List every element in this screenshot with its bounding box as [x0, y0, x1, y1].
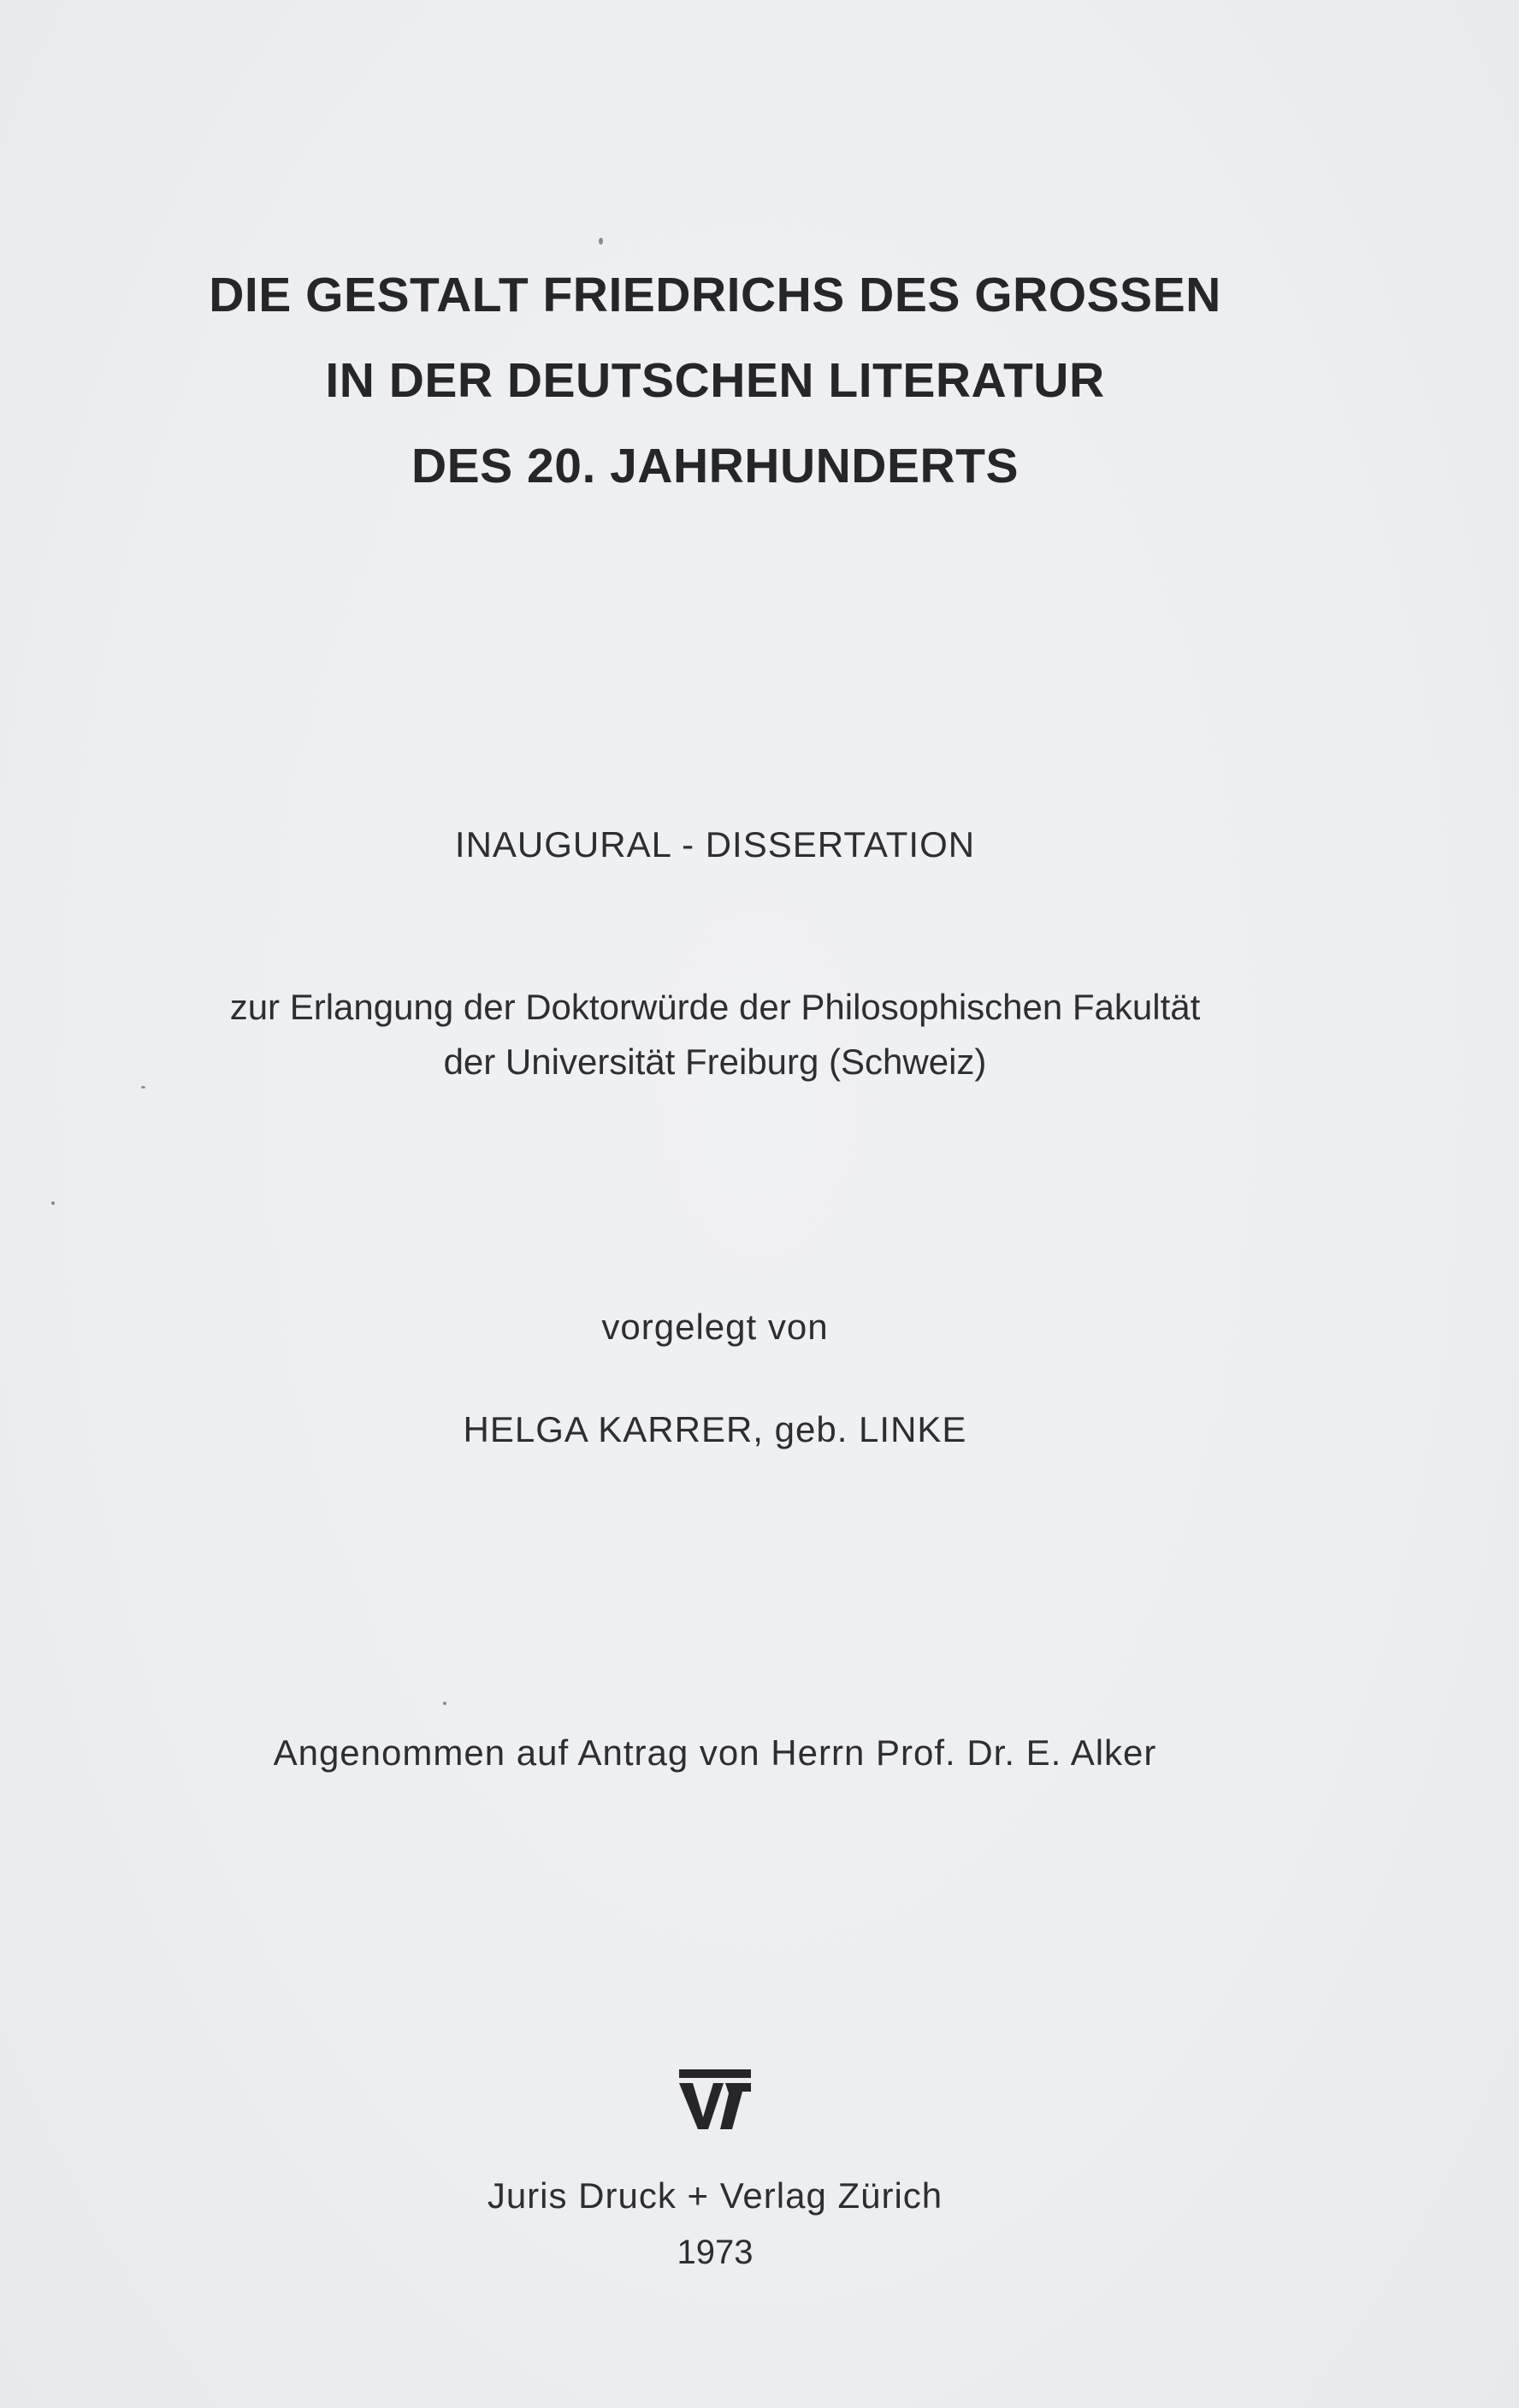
- paper-speck: [141, 1086, 145, 1089]
- book-title-line-3: DES 20. JAHRHUNDERTS: [411, 439, 1019, 493]
- paper-speck: [443, 1702, 446, 1705]
- acceptance-note: Angenommen auf Antrag von Herrn Prof. Dr. E. Alker: [273, 1732, 1157, 1773]
- publication-year: 1973: [677, 2234, 754, 2271]
- dissertation-purpose-line-2: der Universität Freiburg (Schweiz): [443, 1042, 987, 1082]
- book-title-line-1: DIE GESTALT FRIEDRICHS DES GROSSEN: [209, 268, 1221, 322]
- publisher-name: Juris Druck + Verlag Zürich: [487, 2175, 943, 2216]
- book-title-line-2: IN DER DEUTSCHEN LITERATUR: [325, 353, 1105, 408]
- dissertation-type: INAUGURAL - DISSERTATION: [454, 824, 976, 865]
- paper-speck: [599, 238, 603, 245]
- presented-by-label: vorgelegt von: [601, 1307, 829, 1347]
- author-name: HELGA KARRER, geb. LINKE: [463, 1409, 967, 1449]
- paper-speck: [51, 1201, 55, 1205]
- dissertation-purpose-line-1: zur Erlangung der Doktorwürde der Philosophischen Fakultät: [229, 987, 1201, 1027]
- juris-verlag-logo-icon: [674, 2068, 756, 2133]
